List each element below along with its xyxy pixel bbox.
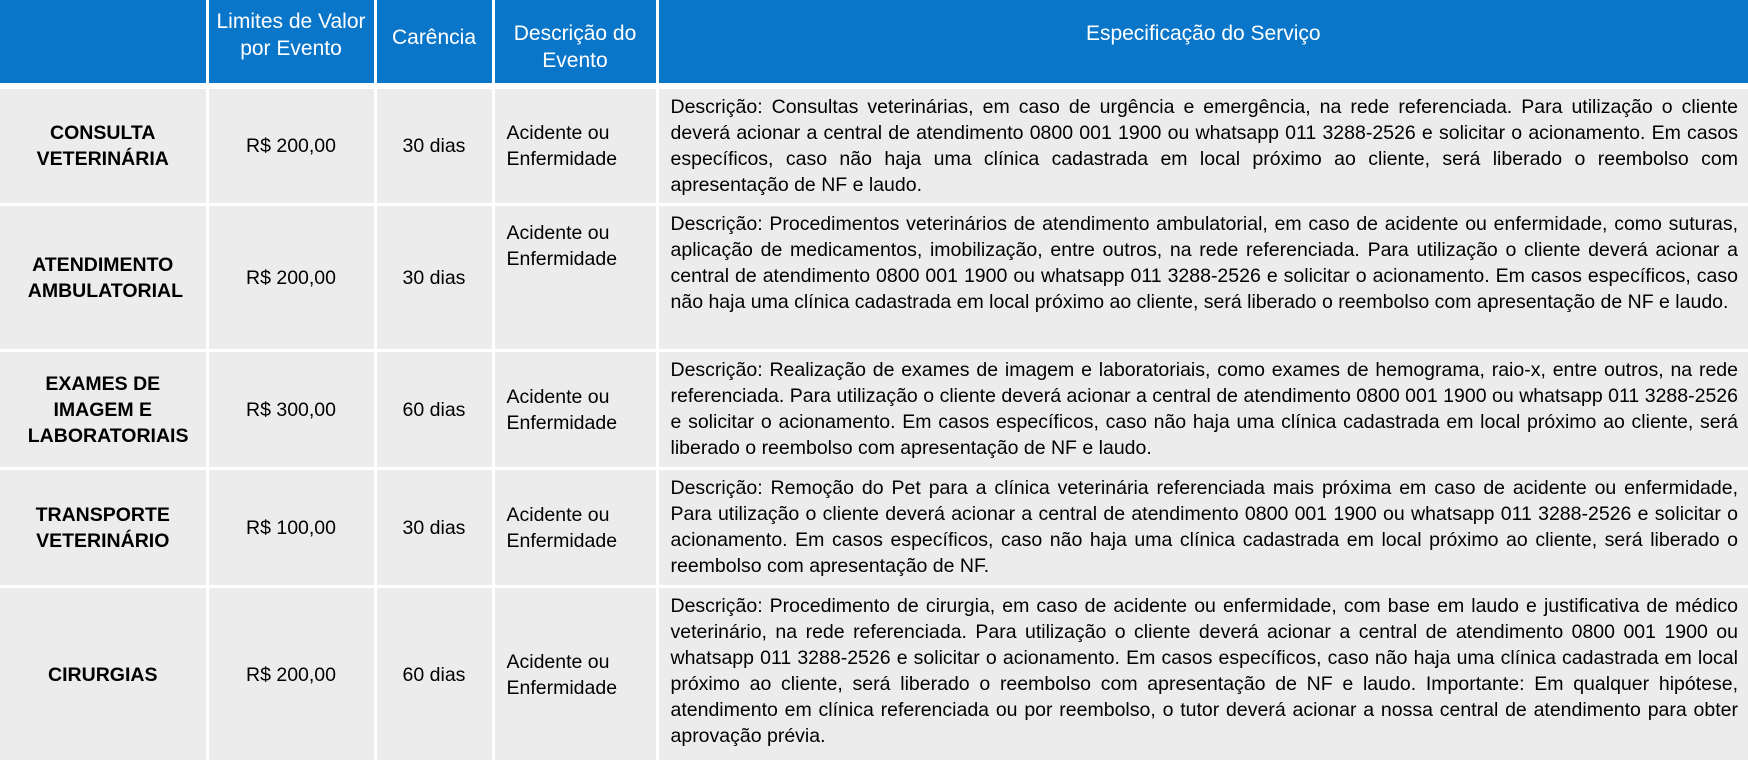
event-cell [493, 587, 657, 760]
event-cell [493, 205, 657, 351]
table-row [0, 469, 1748, 587]
header-grace: Carência [375, 0, 493, 86]
service-specification: Descrição: Consultas veterinárias, em caso de urgência e emergência, na rede referenciada. Para utilização o cliente deverá acionar a central de atendimento 0800 001 1900 ou whatsapp 011 3288-2526 e solicitar o acionamento. Em casos específicos, caso não haja uma clínica cadastrada em local próximo ao cliente, será liberado o reembolso com apresentação de NF e laudo. [657, 86, 1748, 205]
event-cell [493, 86, 657, 205]
grace-period: 60 dias [375, 587, 493, 760]
service-name: ATENDIMENTO AMBULATORIAL [27, 253, 184, 302]
grace-period: 30 dias [375, 205, 493, 351]
service-name: EXAMES DE IMAGEM E LABORATORIAIS [27, 372, 189, 447]
grace-period: 60 dias [375, 351, 493, 469]
grace-period: 30 dias [375, 86, 493, 205]
limit-value: R$ 100,00 [207, 469, 375, 587]
header-event: Descrição do Evento [493, 0, 657, 86]
service-name: TRANSPORTE VETERINÁRIO [35, 503, 170, 552]
service-specification: Descrição: Procedimentos veterinários de atendimento ambulatorial, em caso de acidente ou enfermidade, como suturas, aplicação de medicamentos, imobilização, entre outros, na rede referenciada. Para utilização o cliente deverá acionar a central de atendimento 0800 001 1900 ou whatsapp 011 3288-2526 e solicitar o acionamento. Em casos específicos, caso não haja uma clínica cadastrada em local próximo ao cliente, será liberado o reembolso com apresentação de NF e laudo. [657, 205, 1748, 351]
service-name: CONSULTA VETERINÁRIA [36, 122, 169, 170]
header-service [0, 0, 207, 86]
header-row [0, 0, 1748, 86]
table-body [0, 86, 1748, 760]
service-name-cell [0, 469, 207, 587]
event-description: Acidente ou Enfermidade [506, 650, 618, 699]
event-description: Acidente ou Enfermidade [506, 503, 618, 552]
limit-value: R$ 200,00 [207, 86, 375, 205]
event-description: Acidente ou Enfermidade [506, 222, 618, 270]
event-description: Acidente ou Enfermidade [506, 385, 618, 434]
service-name-cell [0, 205, 207, 351]
limit-value: R$ 200,00 [207, 205, 375, 351]
service-specification: Descrição: Realização de exames de imagem e laboratoriais, como exames de hemograma, raio-x, entre outros, na rede referenciada. Para utilização o cliente deverá acionar a central de atendimento 0800 001 1900 ou whatsapp 011 3288-2526 e solicitar o acionamento. Em casos específicos, caso não haja uma clínica cadastrada em local próximo ao cliente, será liberado o reembolso com apresentação de NF e laudo. [657, 351, 1748, 469]
service-specification: Descrição: Remoção do Pet para a clínica veterinária referenciada mais próxima em caso de acidente ou enfermidade, Para utilização o cliente deverá acionar a central de atendimento 0800 001 1900 ou whatsapp 011 3288-2526 e solicitar o acionamento. Em casos específicos, caso não haja uma clínica cadastrada em local próximo ao cliente, será liberado o reembolso com apresentação de NF. [657, 469, 1748, 587]
service-specification: Descrição: Procedimento de cirurgia, em caso de acidente ou enfermidade, com base em laudo e justificativa de médico veterinário, na rede referenciada. Para utilização o cliente deverá acionar a central de atendimento 0800 001 1900 ou whatsapp 011 3288-2526 e solicitar o acionamento. Em casos específicos, caso não haja uma clínica cadastrada em local próximo ao cliente, será liberado o reembolso com apresentação de NF e laudo. Importante: Em qualquer hipótese, atendimento em clínica referenciada ou por reembolso, o tutor deverá acionar a nossa central de atendimento para obter aprovação prévia. [657, 587, 1748, 760]
service-name-cell [0, 351, 207, 469]
header-limit: Limites de Valor por Evento [207, 0, 375, 86]
event-description: Acidente ou Enfermidade [506, 122, 618, 170]
table-row [0, 205, 1748, 351]
limit-value: R$ 200,00 [207, 587, 375, 760]
service-name-cell [0, 587, 207, 760]
table-row [0, 587, 1748, 760]
header-spec: Especificação do Serviço [657, 0, 1748, 86]
grace-period: 30 dias [375, 469, 493, 587]
event-cell [493, 469, 657, 587]
table-row [0, 351, 1748, 469]
limit-value: R$ 300,00 [207, 351, 375, 469]
table-header [0, 0, 1748, 86]
table-row [0, 86, 1748, 205]
service-name-cell [0, 86, 207, 205]
service-name: CIRURGIAS [48, 663, 158, 686]
event-cell [493, 351, 657, 469]
